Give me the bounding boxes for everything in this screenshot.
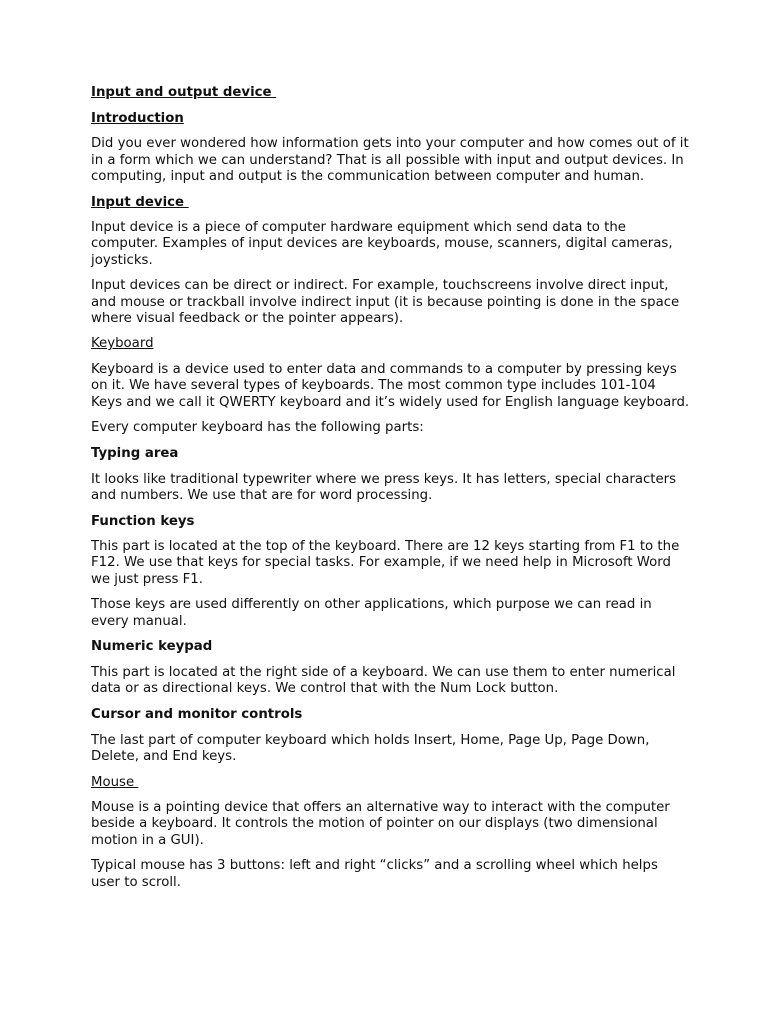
input-device-heading: Input device	[91, 194, 189, 210]
cursor-controls-heading: Cursor and monitor controls	[91, 706, 303, 722]
numeric-keypad-heading: Numeric keypad	[91, 639, 213, 655]
keyboard-heading: Keyboard	[91, 336, 154, 352]
keyboard-paragraph-1: Keyboard is a device used to enter data and commands to a computer by pressing keys on it. We have several types of keyboards. The most common type includes 101-104 Keys and we call it QWERTY keyboard and it’s widely used for English language keyboard.	[91, 362, 690, 410]
cursor-controls-paragraph: The last part of computer keyboard which holds Insert, Home, Page Up, Page Down, Delete, and End keys.	[91, 732, 650, 764]
keyboard-paragraph-2: Every computer keyboard has the following parts:	[91, 420, 424, 436]
mouse-heading: Mouse	[91, 774, 139, 790]
typing-area-heading: Typing area	[91, 445, 179, 461]
function-keys-paragraph-2: Those keys are used differently on other applications, which purpose we can read in every manual.	[91, 597, 652, 629]
typing-area-paragraph: It looks like traditional typewriter where we press keys. It has letters, special characters and numbers. We use that are for word processing.	[91, 471, 677, 503]
numeric-keypad-paragraph: This part is located at the right side of a keyboard. We can use them to enter numerical data or as directional keys. We control that with the Num Lock button.	[91, 664, 676, 697]
introduction-paragraph: Did you ever wondered how information gets into your computer and how comes out of it in a form which we can understand? That is all possible with input and output devices. In computing, input and output is the communication between computer and human.	[91, 136, 689, 184]
document-title: Input and output device	[91, 85, 277, 100]
input-device-paragraph-2: Input devices can be direct or indirect. For example, touchscreens involve direct input, and mouse or trackball involve indirect input (it is because pointing is done in the space where visual feedback or the pointer appears).	[91, 278, 680, 326]
input-device-paragraph-1: Input device is a piece of computer hardware equipment which send data to the computer. Examples of input devices are keyboards, mouse, scanners, digital cameras, joysticks.	[91, 220, 673, 268]
function-keys-heading: Function keys	[91, 513, 195, 529]
mouse-paragraph-1: Mouse is a pointing device that offers an alternative way to interact with the computer beside a keyboard. It controls the motion of pointer on our displays (two dimensional motion in a GUI).	[91, 800, 670, 848]
introduction-heading: Introduction	[91, 110, 184, 126]
document-page	[91, 85, 691, 900]
function-keys-paragraph-1: This part is located at the top of the keyboard. There are 12 keys starting from F1 to the F12. We use that keys for special tasks. For example, if we need help in Microsoft Word we just press F1.	[91, 539, 680, 587]
mouse-paragraph-2: Typical mouse has 3 buttons: left and right “clicks” and a scrolling wheel which helps user to scroll.	[91, 858, 658, 890]
